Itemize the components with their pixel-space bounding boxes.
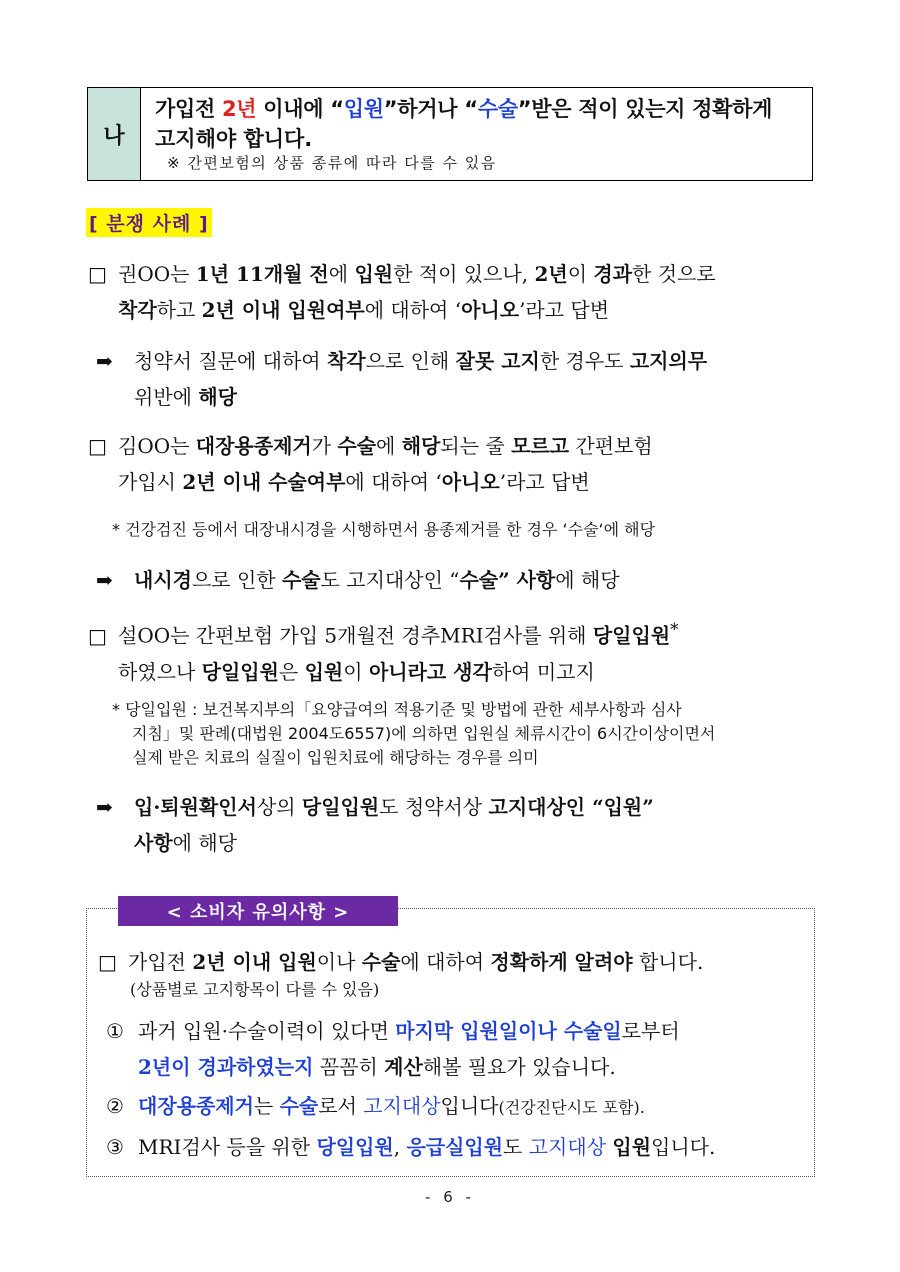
consumer-point-2: ② 대장용종제거는 수술로서 고지대상입니다(건강진단시도 포함). xyxy=(106,1094,645,1118)
header-box xyxy=(87,87,813,181)
consumer-point-0-note: (상품별로 고지항목이 다를 수 있음) xyxy=(130,980,380,999)
header-content xyxy=(140,88,812,180)
consumer-notice-title: < 소비자 유의사항 > xyxy=(118,896,398,926)
page-number: - 6 - xyxy=(425,1188,475,1206)
case-1: □ 권OO는 1년 11개월 전에 입원한 적이 있으나, 2년이 경과한 것으로 착각하고 2년 이내 입원여부에 대하여 ‘아니오’라고 답변 xyxy=(88,262,716,322)
case-2: □ 김OO는 대장용종제거가 수술에 해당되는 줄 모르고 간편보험 가입시 2년 이내 수술여부에 대하여 ‘아니오’라고 답변 xyxy=(88,434,653,494)
consumer-point-1: ① 과거 입원·수술이력이 있다면 마지막 입원일이나 수술일로부터 2년이 경과하였는지 꼼꼼히 계산해볼 필요가 있습니다. xyxy=(106,1019,680,1079)
result-2: ➡ 내시경으로 인한 수술도 고지대상인 “수술” 사항에 해당 xyxy=(96,568,620,592)
consumer-point-3: ③ MRI검사 등을 위한 당일입원, 응급실입원도 고지대상 입원입니다. xyxy=(106,1135,716,1159)
consumer-point-0: □ 가입전 2년 이내 입원이나 수술에 대하여 정확하게 알려야 합니다. xyxy=(98,950,704,974)
header-line-2: 고지해야 합니다. xyxy=(155,127,313,151)
section-title: [ 분쟁 사례 ] xyxy=(86,208,212,237)
result-1: ➡ 청약서 질문에 대하여 착각으로 인해 잘못 고지한 경우도 고지의무 위반에 해당 xyxy=(96,349,708,409)
header-letter: 나 xyxy=(88,88,140,180)
case-3-note: * 당일입원 : 보건복지부의「요양급여의 적용기준 및 방법에 관한 세부사항과 심사 지침」및 판례(대법원 2004도6557)에 의하면 입원실 체류시간이 6시간이상이면서 실제 받은 치료의 실질이 입원치료에 해당하는 경우를 의미 xyxy=(112,700,716,767)
header-line-1: 가입전 2년 이내에 “입원”하거나 “수술”받은 적이 있는지 정확하게 xyxy=(155,97,773,121)
case-2-note: * 건강검진 등에서 대장내시경을 시행하면서 용종제거를 한 경우 ‘수술‘에 해당 xyxy=(112,520,656,539)
result-3: ➡ 입·퇴원확인서상의 당일입원도 청약서상 고지대상인 “입원” 사항에 해당 xyxy=(96,795,654,855)
header-note: ※ 간편보험의 상품 종류에 따라 다를 수 있음 xyxy=(167,154,497,172)
case-3: □ 설OO는 간편보험 가입 5개월전 경추MRI검사를 위해 당일입원* 하였으나 당일입원은 입원이 아니라고 생각하여 미고지 xyxy=(88,620,679,684)
